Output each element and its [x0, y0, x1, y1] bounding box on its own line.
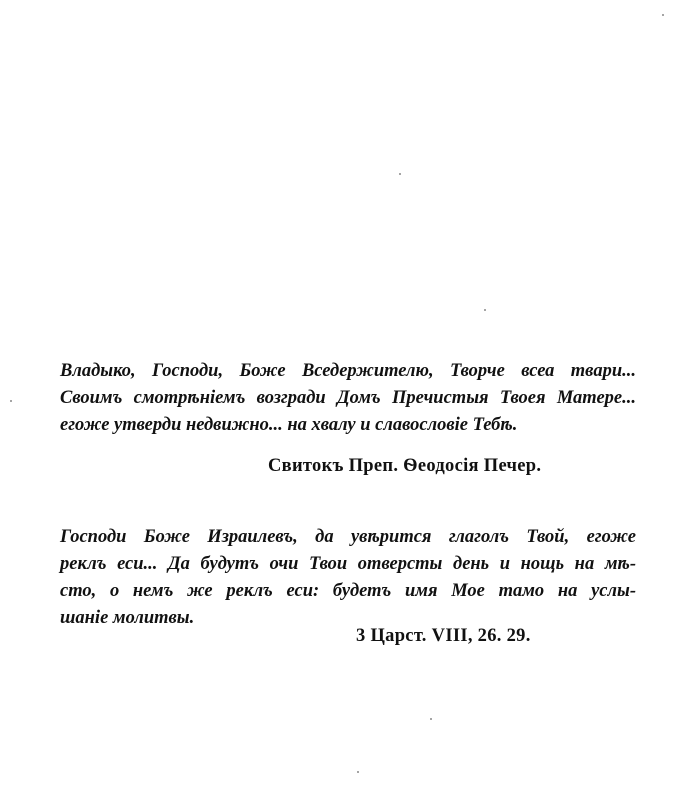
print-speck [357, 771, 359, 773]
quote-line: Господи Боже Израилевъ, да увѣрится глаголъ Твой, егоже [60, 527, 636, 547]
epigraph-quote-2 [60, 524, 636, 632]
print-speck [10, 400, 12, 402]
quote-line: Владыко, Господи, Боже Вседержителю, Творче всеа твари... [60, 361, 636, 381]
quote-line: егоже утверди недвижно... на хвалу и славословіе Тебѣ. [60, 415, 518, 435]
quote-line: реклъ еси... Да будутъ очи Твои отверсты день и нощь на мѣ- [60, 554, 636, 574]
print-speck [484, 309, 486, 311]
epigraph-source-1: Свитокъ Преп. Ѳеодосія Печер. [268, 456, 542, 476]
quote-line: сто, о немъ же реклъ еси: будетъ имя Мое тамо на услы- [60, 581, 636, 601]
epigraph-source-2: 3 Царст. VIII, 26. 29. [356, 626, 531, 646]
print-speck [430, 718, 432, 720]
quote-line: шаніе молитвы. [60, 608, 195, 628]
epigraph-quote-1 [60, 358, 636, 439]
print-speck [399, 173, 401, 175]
quote-line: Своимъ смотрѣніемъ возгради Домъ Пречистыя Твоея Матере... [60, 388, 636, 408]
print-speck [662, 14, 664, 16]
